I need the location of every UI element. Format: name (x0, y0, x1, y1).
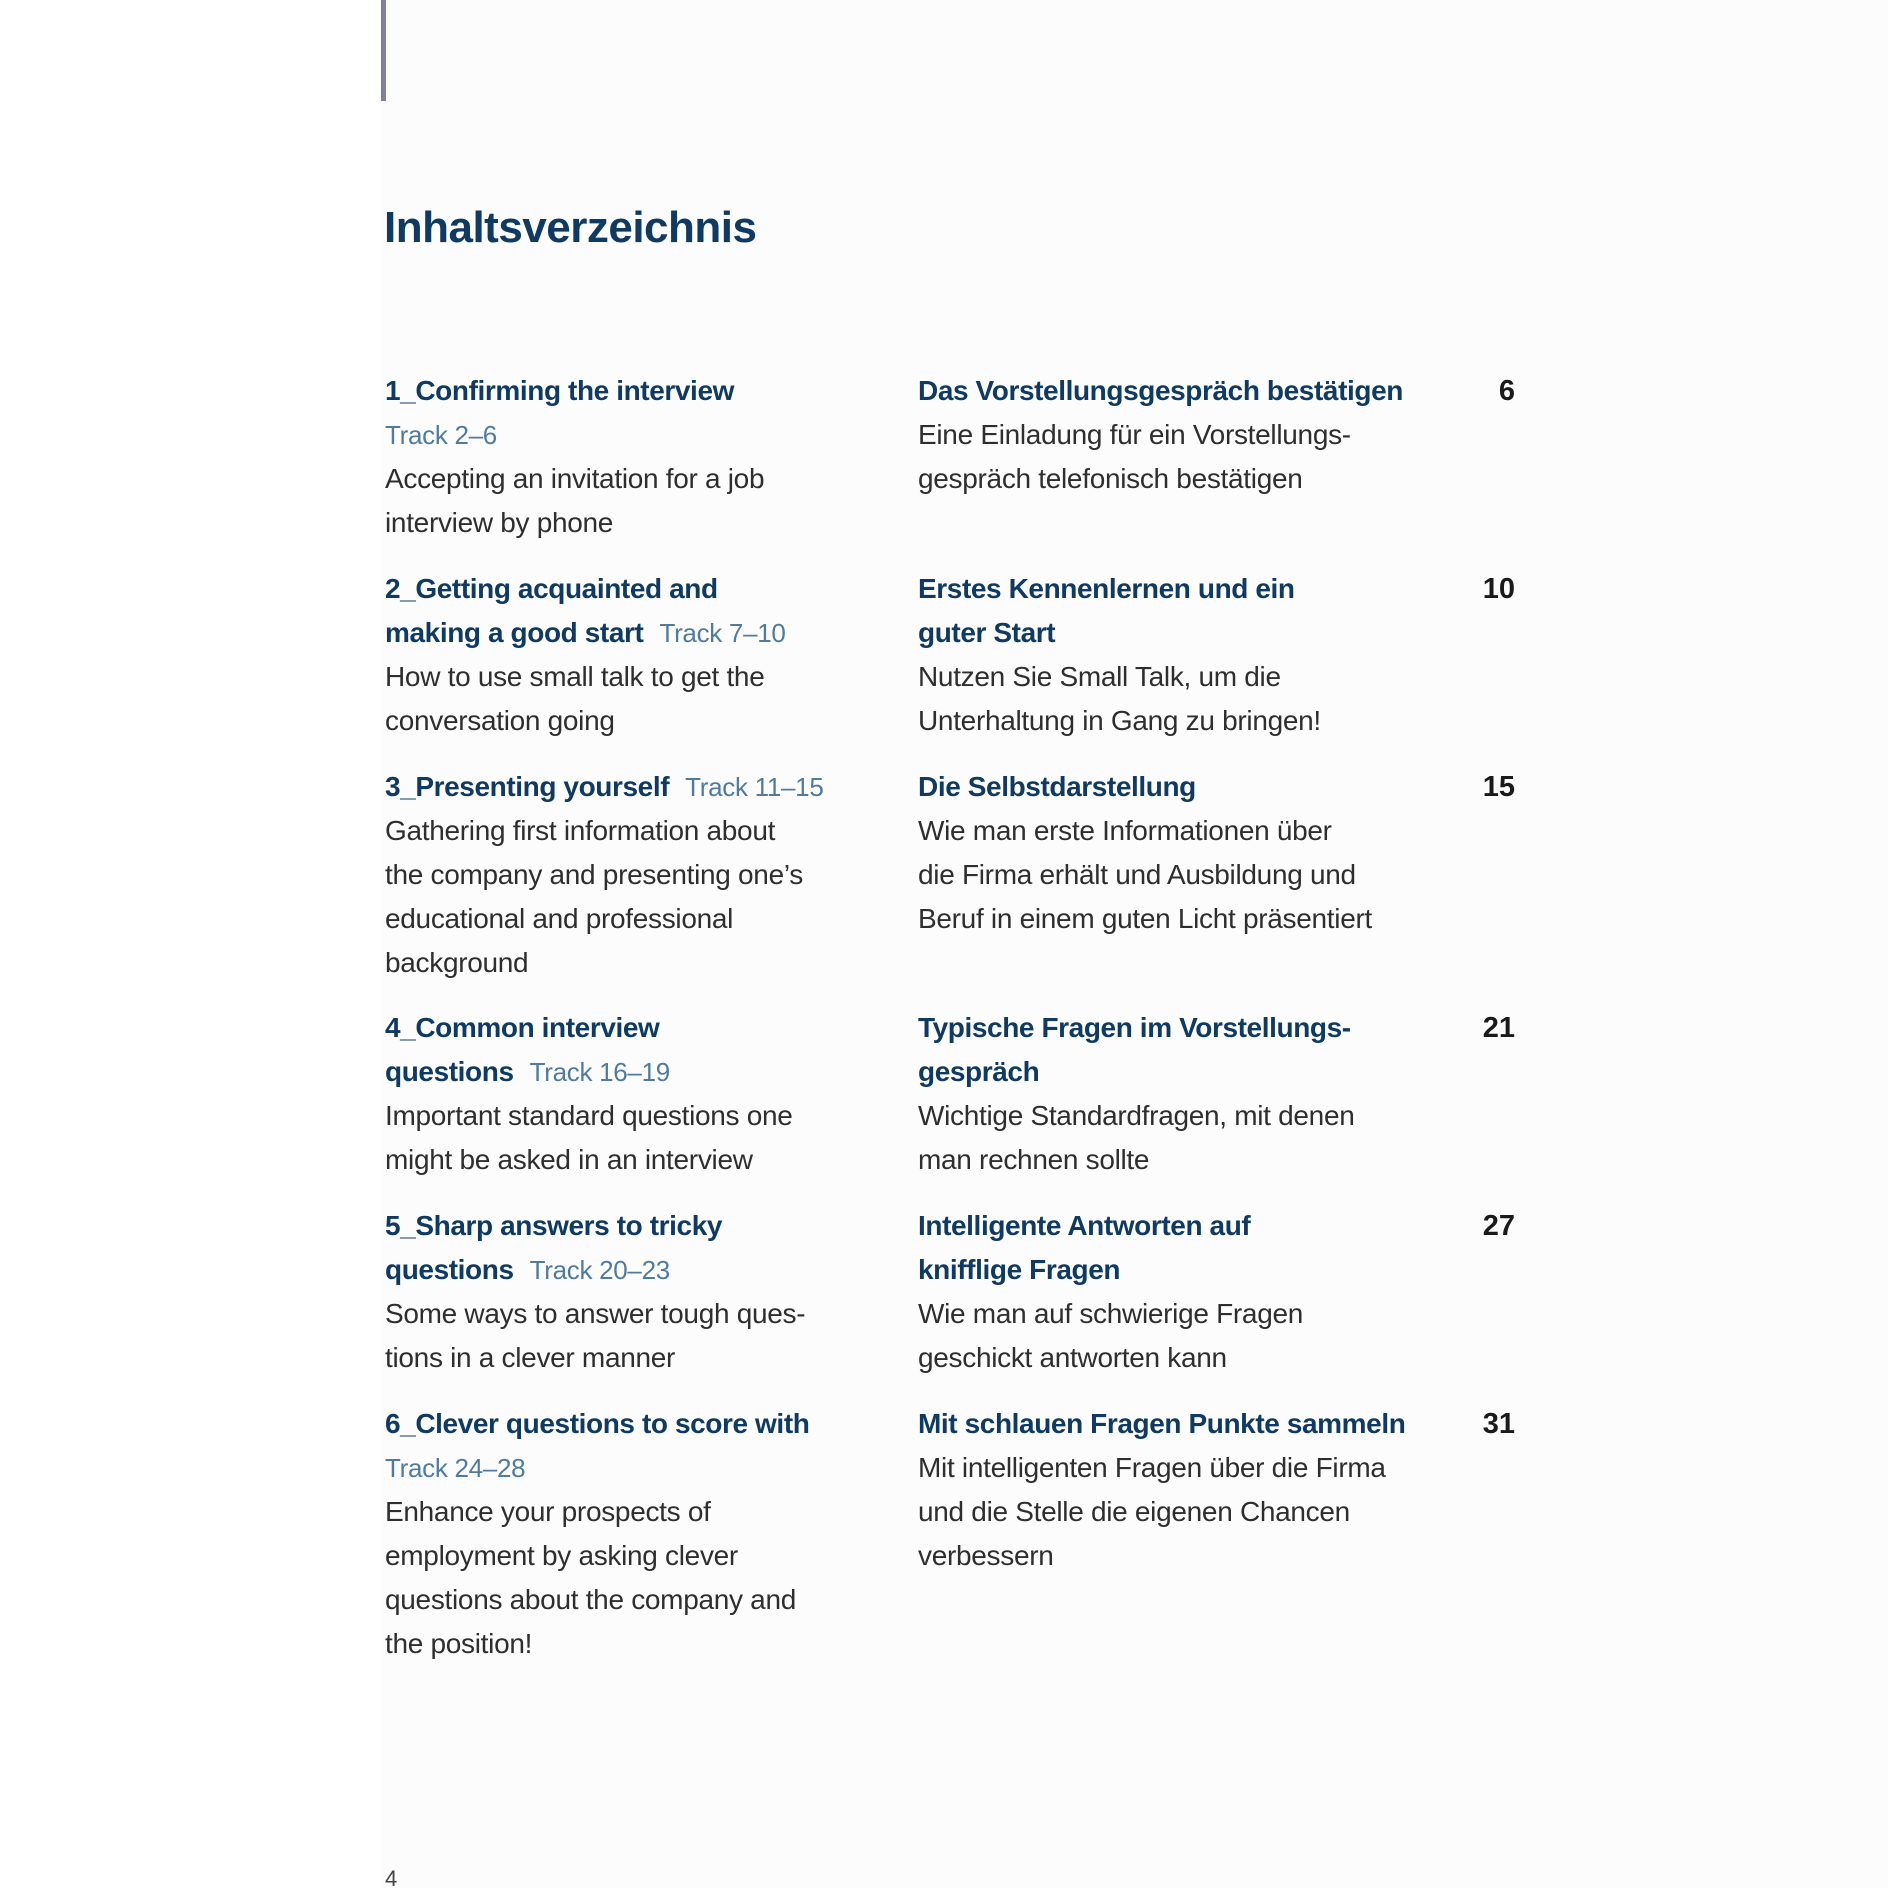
english-column (385, 1006, 885, 1182)
track-range: Track 24–28 (385, 1453, 526, 1483)
german-column (918, 369, 1478, 501)
chapter-description: the position! (385, 1628, 533, 1659)
title-line (385, 1204, 885, 1248)
german-column (918, 1006, 1478, 1182)
track-range: Track 7–10 (659, 618, 786, 648)
chapter-description: Some ways to answer tough ques- (385, 1298, 806, 1329)
title-line (385, 1050, 885, 1094)
german-chapter-description: und die Stelle die eigenen Chancen (918, 1496, 1350, 1527)
chapter-page-number[interactable]: 31 (1482, 1408, 1515, 1440)
chapter-description: Accepting an invitation for a job (385, 463, 765, 494)
chapter-page-number[interactable]: 27 (1482, 1210, 1515, 1242)
chapter-page-number[interactable]: 6 (1498, 375, 1515, 407)
german-chapter-description: Nutzen Sie Small Talk, um die (918, 661, 1281, 692)
chapter-description: Important standard questions one (385, 1100, 793, 1131)
title-line (385, 369, 885, 413)
chapter-title[interactable]: 4_Common interview (385, 1012, 660, 1043)
chapter-description: background (385, 947, 529, 978)
german-chapter-description: gespräch telefonisch bestätigen (918, 463, 1303, 494)
chapter-description: the company and presenting one’s (385, 859, 803, 890)
chapter-description: interview by phone (385, 507, 614, 538)
chapter-title[interactable]: 1_Confirming the interview (385, 375, 734, 406)
german-column (918, 765, 1478, 941)
chapter-description: educational and professional (385, 903, 734, 934)
chapter-description: tions in a clever manner (385, 1342, 676, 1373)
chapter-title[interactable]: questions (385, 1254, 514, 1285)
page-title: Inhaltsverzeichnis (384, 203, 757, 252)
german-chapter-title[interactable]: Mit schlauen Fragen Punkte sammeln (918, 1408, 1406, 1439)
english-column (385, 765, 885, 985)
title-line (385, 1248, 885, 1292)
chapter-title[interactable]: 3_Presenting yourself (385, 771, 670, 802)
german-chapter-title[interactable]: Typische Fragen im Vorstellungs- (918, 1012, 1351, 1043)
chapter-description: Enhance your prospects of (385, 1496, 711, 1527)
german-chapter-description: die Firma erhält und Ausbildung und (918, 859, 1356, 890)
track-line (385, 1446, 885, 1490)
german-chapter-description: man rechnen sollte (918, 1144, 1150, 1175)
german-chapter-description: Wie man erste Informationen über (918, 815, 1332, 846)
track-range: Track 11–15 (685, 772, 824, 802)
german-chapter-description: Wie man auf schwierige Fragen (918, 1298, 1304, 1329)
title-line (385, 1006, 885, 1050)
chapter-description: questions about the company and (385, 1584, 797, 1615)
track-range: Track 16–19 (529, 1057, 670, 1087)
chapter-description: How to use small talk to get the (385, 661, 765, 692)
title-line (385, 1402, 885, 1446)
page-number: 4 (385, 1866, 398, 1891)
chapter-description: might be asked in an interview (385, 1144, 753, 1175)
german-chapter-description: Wichtige Standardfragen, mit denen (918, 1100, 1355, 1131)
german-chapter-description: Unterhaltung in Gang zu bringen! (918, 705, 1321, 736)
english-column (385, 369, 885, 545)
chapter-title[interactable]: 5_Sharp answers to tricky (385, 1210, 723, 1241)
german-chapter-title[interactable]: guter Start (918, 617, 1056, 648)
track-line (385, 413, 885, 457)
german-chapter-description: Beruf in einem guten Licht präsentiert (918, 903, 1372, 934)
chapter-title[interactable]: 6_Clever questions to score with (385, 1408, 810, 1439)
german-column (918, 1402, 1478, 1578)
german-column (918, 567, 1478, 743)
title-line (385, 611, 885, 655)
track-range: Track 2–6 (385, 420, 497, 450)
german-chapter-title[interactable]: Intelligente Antworten auf (918, 1210, 1251, 1241)
chapter-title[interactable]: making a good start (385, 617, 644, 648)
chapter-title[interactable]: 2_Getting acquainted and (385, 573, 718, 604)
chapter-description: conversation going (385, 705, 615, 736)
title-line (385, 567, 885, 611)
margin-accent-bar (381, 0, 386, 101)
title-line (385, 765, 885, 809)
chapter-description: employment by asking clever (385, 1540, 738, 1571)
chapter-page-number[interactable]: 15 (1482, 771, 1515, 803)
german-chapter-description: Eine Einladung für ein Vorstellungs- (918, 419, 1351, 450)
english-column (385, 1402, 885, 1666)
track-range: Track 20–23 (529, 1255, 670, 1285)
german-chapter-description: verbessern (918, 1540, 1054, 1571)
german-column (918, 1204, 1478, 1380)
german-chapter-title[interactable]: knifflige Fragen (918, 1254, 1121, 1285)
german-chapter-title[interactable]: Erstes Kennenlernen und ein (918, 573, 1295, 604)
english-column (385, 567, 885, 743)
german-chapter-title[interactable]: Das Vorstellungsgespräch bestätigen (918, 375, 1403, 406)
chapter-title[interactable]: questions (385, 1056, 514, 1087)
german-chapter-title[interactable]: gespräch (918, 1056, 1040, 1087)
english-column (385, 1204, 885, 1380)
chapter-description: Gathering first information about (385, 815, 776, 846)
german-chapter-title[interactable]: Die Selbstdarstellung (918, 771, 1196, 802)
german-chapter-description: Mit intelligenten Fragen über die Firma (918, 1452, 1386, 1483)
german-chapter-description: geschickt antworten kann (918, 1342, 1227, 1373)
chapter-page-number[interactable]: 10 (1482, 573, 1515, 605)
chapter-page-number[interactable]: 21 (1482, 1012, 1515, 1044)
